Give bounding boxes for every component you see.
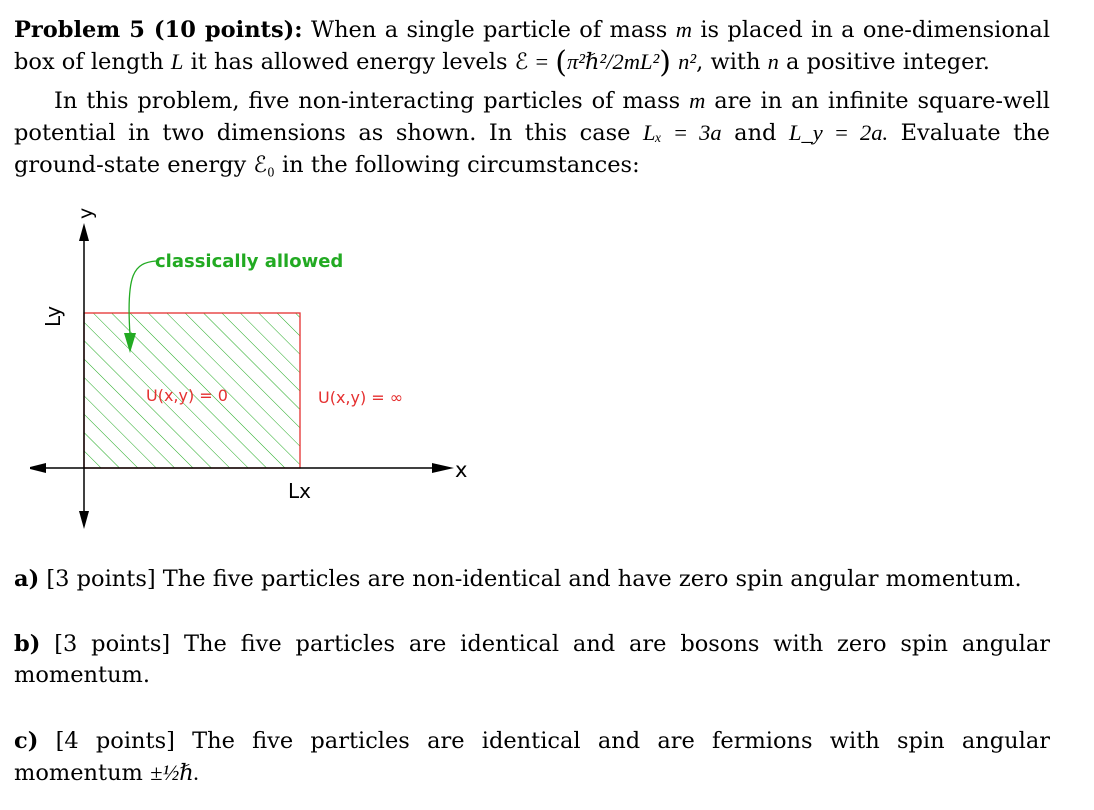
symbol-n: n xyxy=(767,49,779,74)
lx-label: Lx xyxy=(288,479,311,503)
part-c-points: [4 points] xyxy=(55,728,175,754)
inside-potential-label: U(x,y) = 0 xyxy=(146,386,228,405)
symbol-L: L xyxy=(170,49,184,74)
y-axis-arrow-up xyxy=(79,223,89,241)
lx-equation: Lₓ = 3a xyxy=(643,120,722,145)
intro-text-4: , with xyxy=(696,49,761,75)
intro-text-5: a positive integer. xyxy=(786,49,990,75)
part-b xyxy=(14,629,1050,691)
energy-symbol: ℰ xyxy=(514,49,529,74)
ly-equation: L_y = 2a. xyxy=(789,120,889,145)
part-c xyxy=(14,726,1050,789)
part-b-points: [3 points] xyxy=(54,631,171,657)
problem-intro xyxy=(14,14,1050,78)
energy-formula: π²ℏ²/2mL² xyxy=(567,49,660,74)
and-word: and xyxy=(734,120,777,146)
ground-energy-symbol: ℰ₀ xyxy=(253,152,275,177)
setup-text-2: are in an infinite square-well potential in two dimensions as shown. In this case xyxy=(14,88,1050,146)
part-a-label: a) xyxy=(14,566,40,592)
setup-text-4: in the following circumstances: xyxy=(281,152,640,178)
classically-allowed-label: classically allowed xyxy=(155,251,344,272)
x-axis-arrow-right xyxy=(432,463,454,473)
x-axis-arrow-left xyxy=(30,463,46,473)
symbol-m-2: m xyxy=(689,88,706,113)
ly-label: Ly xyxy=(41,305,65,327)
n-squared: n² xyxy=(678,49,697,74)
problem-setup xyxy=(14,85,1050,181)
paren-close: ) xyxy=(659,45,671,80)
intro-text-3: it has allowed energy levels xyxy=(190,49,508,75)
part-a-points: [3 points] xyxy=(46,566,156,592)
setup-text-3: Evaluate the ground-state energy xyxy=(14,120,1050,178)
outside-potential-label: U(x,y) = ∞ xyxy=(318,388,404,407)
setup-text-1: In this problem, five non-interacting particles of mass xyxy=(54,88,681,114)
part-c-label: c) xyxy=(14,728,39,754)
equals-sign: = xyxy=(535,49,549,74)
part-a xyxy=(14,564,1050,595)
part-b-text: The five particles are identical and are bosons with zero spin angular momentum. xyxy=(14,631,1051,688)
y-axis-arrow-down xyxy=(79,511,89,529)
y-axis-label: y xyxy=(75,207,97,219)
intro-text-1: When a single particle of mass xyxy=(310,17,668,43)
x-axis-label: x xyxy=(455,458,468,482)
problem-heading: Problem 5 (10 points): xyxy=(14,17,303,43)
intro-text-2: is placed in a one-dimensional box of length xyxy=(14,17,1051,75)
symbol-m: m xyxy=(675,17,692,42)
square-well-diagram xyxy=(30,195,500,535)
paren-open: ( xyxy=(555,45,568,80)
part-b-label: b) xyxy=(14,631,41,657)
part-a-text: The five particles are non-identical and have zero spin angular momentum. xyxy=(162,566,1022,592)
part-c-spin: ±½ℏ. xyxy=(150,760,200,785)
part-c-text: The five particles are identical and are fermions with spin angular momentum xyxy=(14,728,1050,786)
